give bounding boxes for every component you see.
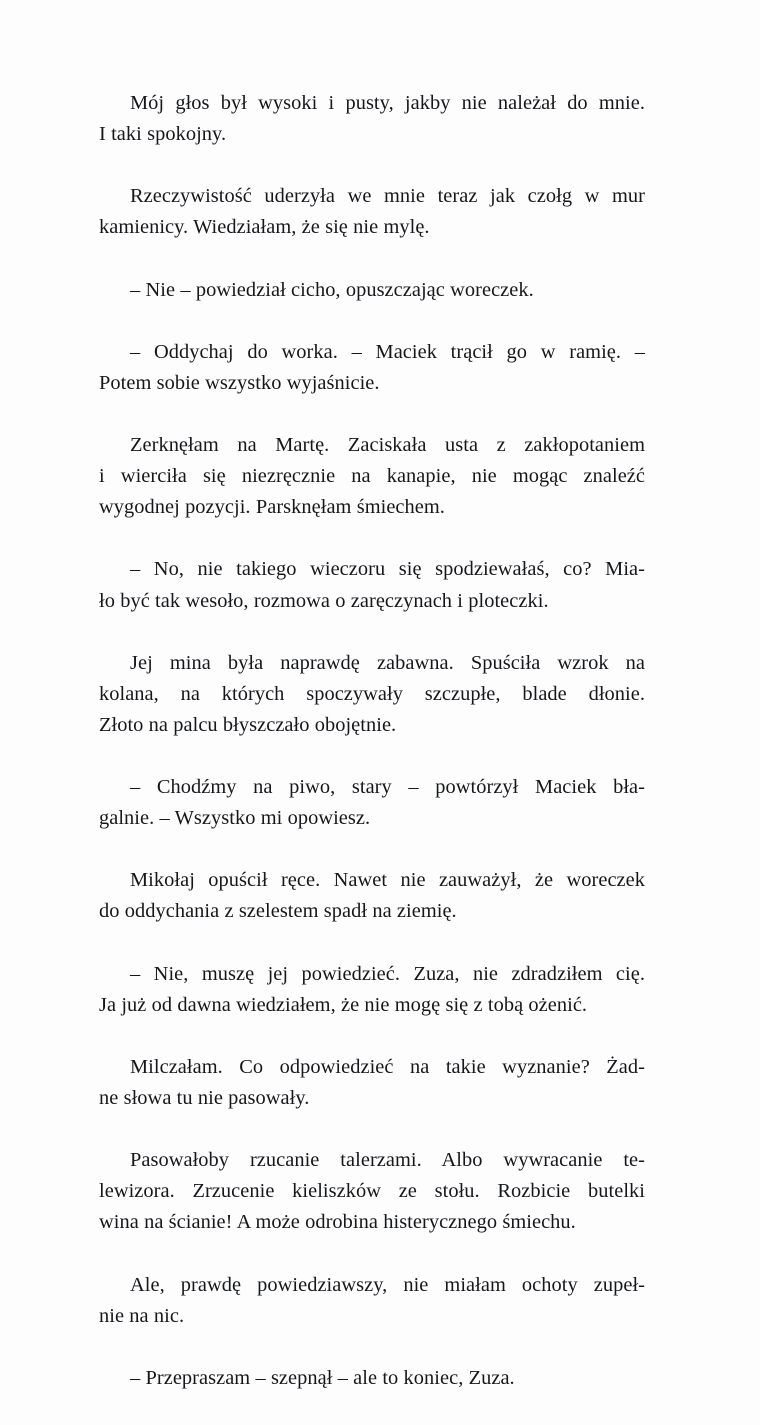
text-line: I taki spokojny.: [99, 123, 227, 146]
paragraph: [99, 648, 645, 772]
paragraph: [99, 275, 645, 337]
page-text-block: [99, 88, 645, 1425]
paragraph: [99, 865, 645, 958]
text-line: ne słowa tu nie pasowały.: [99, 1087, 310, 1109]
text-line: Zerknęłam na Martę. Zaciskała usta z zakłopotaniem: [130, 434, 645, 457]
text-line: lewizora. Zrzucenie kieliszków ze stołu. Rozbicie butelki: [99, 1180, 645, 1203]
text-line: i wierciła się niezręcznie na kanapie, nie mogąc znaleźć: [99, 465, 645, 488]
text-line: – Przepraszam – szepnął – ale to koniec, Zuza.: [130, 1366, 515, 1389]
text-line: kolana, na których spoczywały szczupłe, blade dłonie.: [99, 682, 645, 705]
text-line: – Oddychaj do worka. – Maciek trącił go w ramię. –: [130, 340, 645, 363]
text-line: – No, nie takiego wieczoru się spodziewałaś, co? Mia-: [130, 558, 645, 581]
text-line: Ale, prawdę powiedziawszy, nie miałam ochoty zupeł-: [130, 1273, 645, 1296]
text-line: Mój głos był wysoki i pusty, jakby nie należał do mnie.: [130, 92, 645, 114]
text-line: Potem sobie wszystko wyjaśnicie.: [99, 371, 380, 394]
paragraph: [99, 1145, 645, 1269]
text-line: Ja już od dawna wiedziałem, że nie mogę się z tobą ożenić.: [99, 993, 588, 1016]
paragraph: [99, 772, 645, 865]
text-line: – Nie, muszę jej powiedzieć. Zuza, nie zdradziłem cię.: [130, 962, 645, 985]
text-line: Pasowałoby rzucanie talerzami. Albo wywracanie te-: [130, 1149, 645, 1172]
text-line: ło być tak wesoło, rozmowa o zaręczynach i ploteczki.: [99, 589, 549, 612]
text-line: galnie. – Wszystko mi opowiesz.: [99, 807, 371, 830]
text-line: – Chodźmy na piwo, stary – powtórzył Maciek bła-: [130, 776, 645, 799]
paragraph: [99, 181, 645, 274]
text-line: Mikołaj opuścił ręce. Nawet nie zauważył, że woreczek: [130, 869, 645, 892]
text-line: – Nie – powiedział cicho, opuszczając woreczek.: [130, 278, 534, 301]
paragraph: [99, 1363, 645, 1425]
text-line: wygodnej pozycji. Parsknęłam śmiechem.: [99, 496, 445, 519]
text-line: Jej mina była naprawdę zabawna. Spuściła wzrok na: [130, 651, 645, 674]
paragraph: [99, 430, 645, 554]
text-line: Milczałam. Co odpowiedzieć na takie wyznanie? Żad-: [130, 1055, 645, 1078]
text-line: Złoto na palcu błyszczało obojętnie.: [99, 713, 397, 736]
paragraph: [99, 554, 645, 647]
paragraph: [99, 88, 645, 181]
text-line: do oddychania z szelestem spadł na ziemię.: [99, 900, 457, 923]
text-line: nie na nic.: [99, 1304, 185, 1327]
paragraph: [99, 1052, 645, 1145]
paragraph: [99, 337, 645, 430]
paragraph: [99, 1270, 645, 1363]
text-line: wina na ścianie! A może odrobina histerycznego śmiechu.: [99, 1211, 576, 1234]
text-line: Rzeczywistość uderzyła we mnie teraz jak czołg w mur: [130, 185, 645, 208]
text-line: kamienicy. Wiedziałam, że się nie mylę.: [99, 216, 430, 239]
paragraph: [99, 959, 645, 1052]
